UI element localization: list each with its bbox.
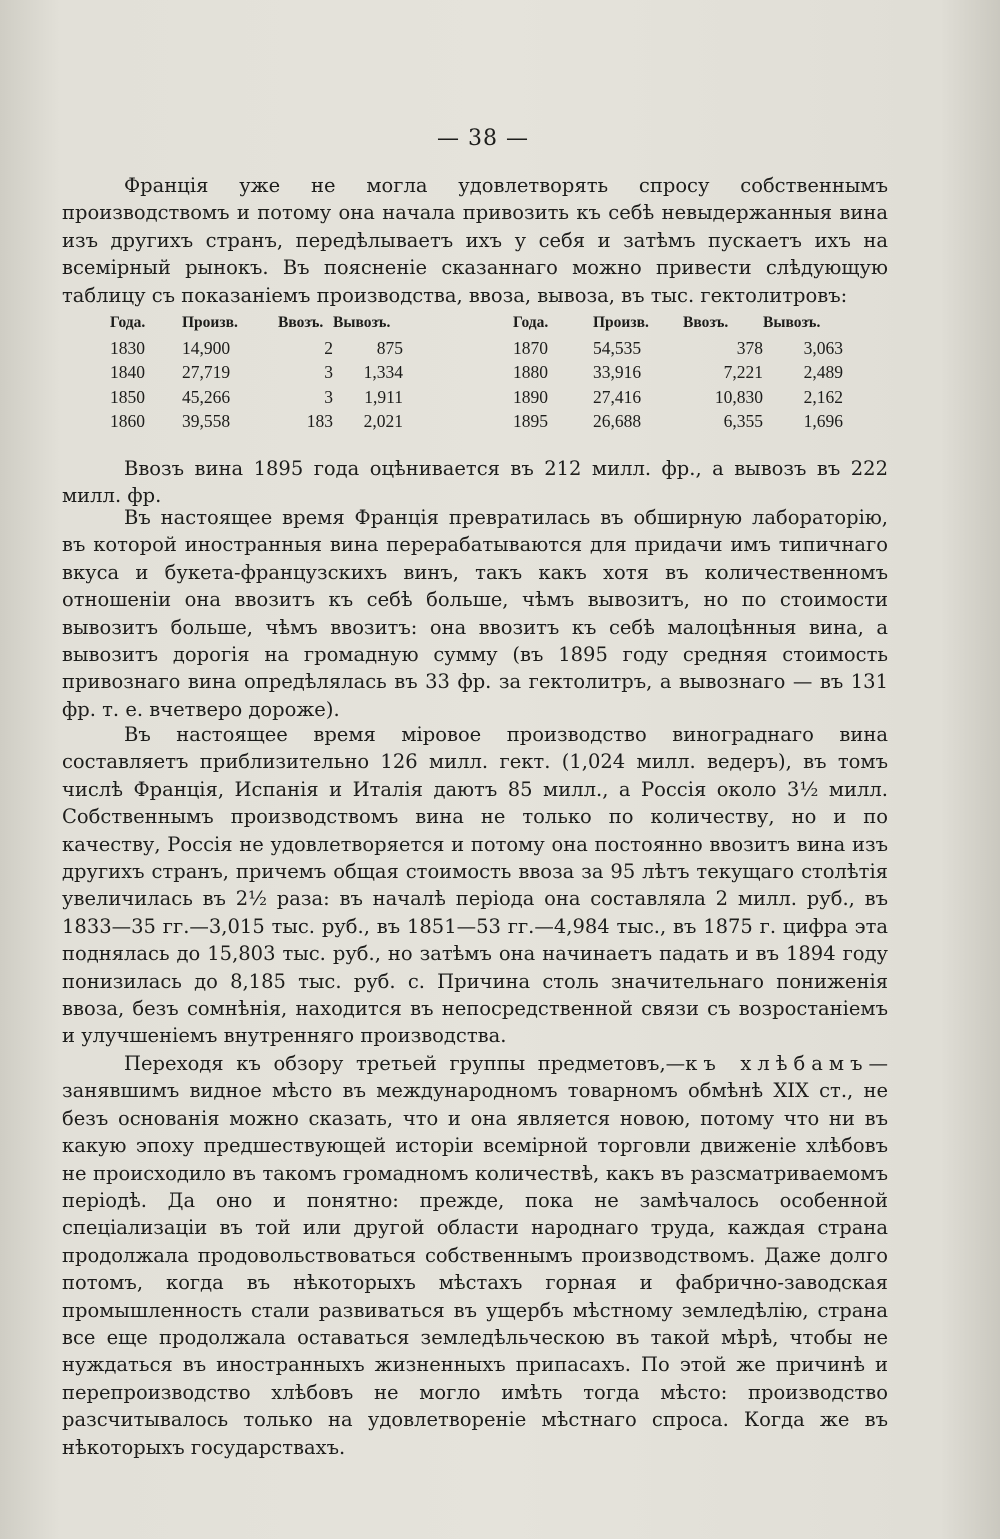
- column-header: Вывозъ.: [333, 314, 391, 331]
- paragraph-rest: —занявшимъ видное мѣсто въ международномъ товарномъ обмѣнѣ XIX ст., не безъ основанія можно сказать, что и она является новою, потому что ни въ какую эпоху предшествующей исторіи всемірной торговли движеніе хлѣбовъ не происходило въ такомъ громадномъ количествѣ, какъ въ разсматриваемомъ періодѣ. Да оно и понятно: прежде, пока не замѣчалось особенной спеціализаціи въ той или другой области народнаго труда, каждая страна продолжала продовольствоваться собственнымъ производствомъ. Даже долго потомъ, когда въ нѣкоторыхъ мѣстахъ горная и фабрично-заводская промышленность стали развиваться въ ущербъ мѣстному земледѣлію, страна все еще продолжала оставаться земледѣльческою въ такой мѣрѣ, чтобы не нуждаться въ иностранныхъ жизненныхъ припасахъ. По этой же причинѣ и перепроизводство хлѣбовъ не могло имѣть тогда мѣсто: производство разсчитывалось только на удовлетвореніе мѣстнаго спроса. Когда же въ нѣкоторыхъ государствахъ.: [62, 1052, 888, 1459]
- paragraph-grain-trade: [62, 1050, 888, 1461]
- column-spacer: [403, 336, 513, 361]
- table-cell: 2,489: [803, 362, 843, 383]
- table-cell: 1,911: [364, 386, 403, 407]
- table-cell: 1840: [110, 362, 145, 383]
- paragraph-world-production: [62, 721, 888, 1050]
- paragraph-text: Въ настоящее время Франція превратилась въ обширную лабораторію, въ которой иностранныя вина перерабатываются для придачи имъ типичнаго вкуса и букета-французскихъ винъ, такъ какъ хотя въ количественномъ отношеніи она ввозитъ къ себѣ больше, чѣмъ вывозитъ, но по стоимости вывозитъ больше, чѣмъ ввозитъ: она ввозитъ къ себѣ малоцѣнныя вина, а вывозитъ дорогія на громадную сумму (въ 1895 году средняя стоимость привознаго вина опредѣлялась въ 33 фр. за гектолитръ, а вывознаго — въ 131 фр. т. е. вчетверо дороже).: [62, 506, 888, 721]
- spaced-emphasis: къ хлѣбамъ: [685, 1052, 869, 1075]
- paragraph-text: Въ настоящее время міровое производство винограднаго вина составляетъ приблизительно 126 милл. гект. (1,024 милл. ведеръ), въ томъ числѣ Франція, Испанія и Италія даютъ 85 милл., а Россія около 3½ милл. Собственнымъ производствомъ вина не только по количеству, но и по качеству, Россія не удовлетворяется и потому она постоянно ввозитъ вина изъ другихъ странъ, причемъ общая стоимость ввоза за 95 лѣтъ текущаго столѣтія увеличилась въ 2½ раза: въ началѣ періода она составляла 2 милл. руб., въ 1833—35 гг.—3,015 тыс. руб., въ 1851—53 гг.—4,984 тыс., въ 1875 г. цифра эта поднялась до 15,803 тыс. руб., но затѣмъ она начинаетъ падать и въ 1894 году понизилась до 8,185 тыс. руб. с. Причина столь значительнаго пониженія ввоза, безъ сомнѣнія, находится въ непосредственной связи съ возростаніемъ и улучшеніемъ внутренняго производства.: [62, 723, 888, 1048]
- paragraph-france-laboratory: [62, 504, 888, 723]
- table-header-row: [110, 314, 843, 336]
- table-cell: 1,696: [803, 411, 843, 432]
- table-cell: 1895: [513, 411, 548, 432]
- table-cell: 14,900: [182, 337, 231, 358]
- column-header: Ввозъ.: [278, 314, 324, 331]
- wine-trade-table: [110, 314, 850, 434]
- table-cell: 6,355: [723, 411, 763, 432]
- table-cell: 1870: [513, 337, 548, 358]
- table-row: [110, 410, 843, 435]
- table-row: [110, 385, 843, 410]
- column-header: Ввозъ.: [683, 314, 729, 331]
- table-cell: 183: [306, 411, 333, 432]
- table-cell: 875: [376, 337, 403, 358]
- table-cell: 54,535: [593, 337, 642, 358]
- table-cell: 3: [324, 386, 333, 407]
- production-import-export-table: [110, 314, 843, 434]
- column-header: Произв.: [593, 314, 649, 331]
- table-cell: 3,063: [803, 337, 843, 358]
- table-cell: 1,334: [363, 362, 403, 383]
- table-cell: 33,916: [593, 362, 642, 383]
- table-cell: 1860: [110, 411, 145, 432]
- table-cell: 27,719: [182, 362, 231, 383]
- table-cell: 2,162: [803, 386, 843, 407]
- paragraph-start: Переходя къ обзору третьей группы предметовъ,—: [124, 1052, 686, 1075]
- table-cell: 39,558: [182, 411, 231, 432]
- column-spacer: [403, 385, 513, 410]
- page-number: — 38 —: [437, 126, 529, 151]
- paragraph-text: [62, 1050, 888, 1461]
- table-cell: 1830: [110, 337, 145, 358]
- table-cell: 1850: [110, 386, 145, 407]
- paragraph-import-value: [62, 455, 888, 510]
- table-cell: 2: [324, 337, 333, 358]
- table-cell: 10,830: [714, 386, 763, 407]
- table-cell: 3: [324, 362, 333, 383]
- table-cell: 2,021: [363, 411, 403, 432]
- paragraph-text: Франція уже не могла удовлетворять спросу собственнымъ производствомъ и потому она начала привозить къ себѣ невыдержанныя вина изъ другихъ странъ, передѣлываетъ ихъ у себя и затѣмъ пускаетъ ихъ на всемірный рынокъ. Въ поясненіе сказаннаго можно привести слѣдующую таблицу съ показаніемъ производства, ввоза, вывоза, въ тыс. гектолитровъ:: [62, 174, 888, 307]
- table-cell: 1890: [513, 386, 548, 407]
- table-row: [110, 361, 843, 386]
- table-cell: 26,688: [593, 411, 642, 432]
- table-row: [110, 336, 843, 361]
- column-header: Года.: [110, 314, 146, 331]
- paragraph-france-production: [62, 172, 888, 309]
- table-cell: 1880: [513, 362, 548, 383]
- column-header: Произв.: [182, 314, 238, 331]
- table-cell: 45,266: [182, 386, 231, 407]
- column-spacer: [403, 410, 513, 435]
- table-cell: 7,221: [723, 362, 763, 383]
- column-header: Года.: [513, 314, 549, 331]
- table-cell: 378: [736, 337, 763, 358]
- table-cell: 27,416: [593, 386, 642, 407]
- paragraph-text: Ввозъ вина 1895 года оцѣнивается въ 212 милл. фр., а вывозъ въ 222 милл. фр.: [62, 457, 888, 508]
- column-header: Вывозъ.: [763, 314, 821, 331]
- column-spacer: [403, 314, 513, 336]
- column-spacer: [403, 361, 513, 386]
